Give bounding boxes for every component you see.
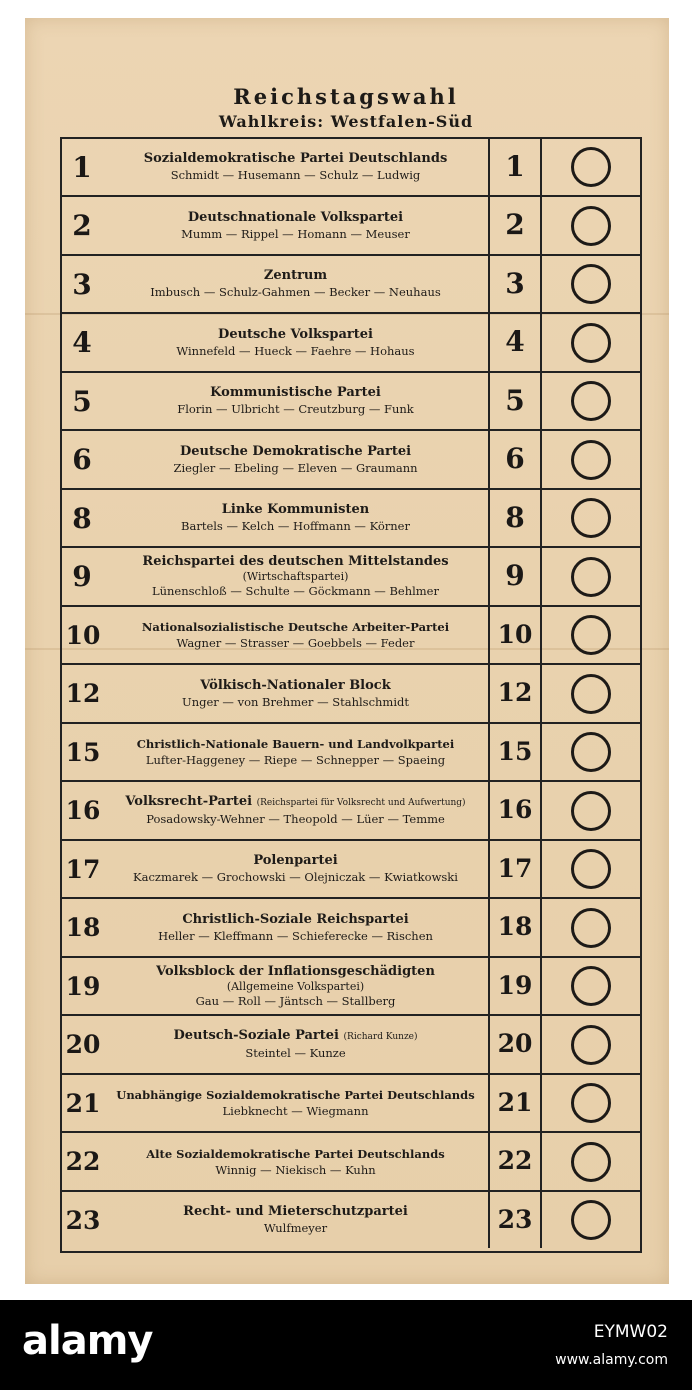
party-name: Reichspartei des deutschen Mittelstandes [142, 554, 449, 569]
list-number-repeat: 19 [488, 956, 542, 1014]
party-cell [104, 256, 487, 312]
list-number: 9 [72, 560, 92, 593]
vote-circle[interactable] [571, 381, 611, 421]
vote-circle[interactable] [571, 264, 611, 304]
party-cell [104, 1075, 487, 1131]
list-number: 4 [72, 326, 92, 359]
vote-cell [542, 1075, 640, 1131]
ballot-row [62, 432, 640, 490]
ballot-row [62, 958, 640, 1016]
list-number: 1 [72, 150, 92, 184]
party-name-line [182, 912, 408, 928]
list-number-repeat: 22 [488, 1132, 542, 1190]
vote-cell [542, 841, 640, 897]
party-cell [104, 373, 487, 429]
vote-cell [542, 1192, 640, 1248]
ballot-row [62, 1017, 640, 1075]
vote-circle[interactable] [571, 440, 611, 480]
ballot-row [62, 256, 640, 314]
party-subtitle: (Allgemeine Volkspartei) [226, 979, 365, 993]
party-name-line [142, 619, 449, 635]
list-number: 3 [72, 267, 92, 301]
list-number-repeat: 17 [488, 839, 542, 897]
ballot-row [62, 841, 640, 899]
party-name-line [253, 853, 337, 869]
list-number-repeat: 3 [488, 254, 542, 312]
ballot-subtitle: Wahlkreis: Westfalen-Süd [218, 112, 474, 131]
list-number-repeat: 1 [488, 137, 542, 195]
list-number-repeat: 9 [488, 547, 542, 605]
party-cell [104, 315, 487, 371]
vote-circle[interactable] [571, 147, 611, 187]
list-number: 10 [65, 620, 101, 650]
candidate-names: Kaczmarek — Grochowski — Olejniczak — Kwiatkowski [133, 870, 458, 884]
vote-cell [542, 490, 640, 546]
ballot-row [62, 490, 640, 548]
ballot-row [62, 198, 640, 256]
list-number: 5 [72, 384, 92, 418]
party-name: Völkisch-Nationaler Block [200, 677, 391, 693]
party-name: Kommunistische Partei [210, 385, 381, 400]
list-number-repeat: 4 [488, 313, 542, 371]
party-name-line [188, 210, 403, 226]
list-number-repeat: 21 [488, 1073, 542, 1131]
candidate-names: Mumm — Rippel — Homann — Meuser [181, 226, 410, 241]
candidate-names: Imbusch — Schulz-Gahmen — Becker — Neuhaus [150, 285, 441, 299]
list-number-repeat: 15 [488, 722, 542, 780]
party-name-line [180, 444, 411, 460]
ballot-row [62, 315, 640, 373]
ballot-title: Reichstagswahl [233, 84, 459, 109]
party-cell [104, 783, 487, 839]
candidate-names: Winnefeld — Hueck — Faehre — Hohaus [176, 343, 415, 358]
stock-url: www.alamy.com [555, 1352, 668, 1368]
party-name: Linke Kommunisten [221, 502, 370, 517]
party-cell [104, 490, 487, 546]
party-name-line [218, 327, 373, 343]
vote-cell [542, 198, 640, 254]
candidate-names: Heller — Kleffmann — Schieferecke — Rischen [158, 928, 433, 943]
party-cell [104, 724, 487, 780]
list-number-repeat: 20 [488, 1015, 542, 1073]
ballot-row [62, 1134, 640, 1192]
party-cell [104, 139, 487, 195]
vote-cell [542, 607, 640, 663]
vote-cell [542, 1017, 640, 1073]
vote-circle[interactable] [571, 908, 611, 948]
list-number-repeat: 12 [488, 664, 542, 722]
candidate-names: Lünenschloß — Schulte — Göckmann — Behlmer [151, 584, 439, 598]
ballot-row [62, 373, 640, 431]
footer-bar [0, 1300, 692, 1390]
list-number: 17 [65, 854, 101, 884]
ballot-row [62, 607, 640, 665]
list-number: 23 [65, 1205, 101, 1235]
list-number: 2 [72, 209, 92, 242]
party-name-line [146, 1146, 444, 1162]
list-number-repeat: 23 [488, 1190, 542, 1248]
list-number-repeat: 2 [488, 196, 542, 254]
vote-cell [542, 139, 640, 195]
party-name-line [200, 678, 390, 694]
candidate-names: Gau — Roll — Jäntsch — Stallberg [195, 993, 396, 1008]
vote-circle[interactable] [571, 206, 611, 246]
ballot-row [62, 139, 640, 197]
party-name-line [183, 1204, 408, 1220]
ballot-row [62, 1192, 640, 1250]
vote-cell [542, 783, 640, 839]
vote-circle[interactable] [571, 1200, 611, 1240]
party-name: Recht- und Mieterschutzpartei [183, 1204, 408, 1219]
party-name: Nationalsozialistische Deutsche Arbeiter-Partei [141, 620, 450, 634]
party-note: (Reichspartei für Volksrecht und Aufwertung) [256, 798, 466, 808]
party-name: Deutschnationale Volkspartei [187, 209, 404, 225]
party-name-line [137, 736, 454, 752]
image-id: EYMW02 [593, 1322, 668, 1342]
party-name: Deutsche Demokratische Partei [179, 443, 412, 459]
candidate-names: Winnig — Niekisch — Kuhn [215, 1162, 376, 1177]
vote-cell [542, 549, 640, 605]
ballot-row [62, 783, 640, 841]
candidate-names: Unger — von Brehmer — Stahlschmidt [182, 694, 409, 709]
vote-cell [542, 373, 640, 429]
party-name: Unabhängige Sozialdemokratische Partei Deutschlands [116, 1088, 475, 1102]
party-cell [104, 900, 487, 956]
vote-cell [542, 256, 640, 312]
party-name-line [142, 554, 448, 570]
vote-cell [542, 315, 640, 371]
party-name-line [210, 385, 381, 401]
list-number: 16 [65, 796, 101, 825]
candidate-names: Posadowsky-Wehner — Theopold — Lüer — Temme [146, 812, 445, 826]
vote-circle[interactable] [571, 674, 611, 714]
party-name: Deutsch-Soziale Partei [173, 1028, 339, 1043]
party-name: Deutsche Volkspartei [218, 326, 373, 342]
party-name: Zentrum [263, 268, 328, 283]
party-name-line [116, 1087, 474, 1103]
list-number: 12 [65, 679, 101, 708]
candidate-names: Steintel — Kunze [245, 1046, 346, 1060]
vote-circle[interactable] [571, 557, 611, 597]
vote-cell [542, 900, 640, 956]
list-number: 21 [65, 1088, 101, 1118]
ballot-row [62, 900, 640, 958]
party-name: Christlich-Soziale Reichspartei [182, 911, 409, 927]
ballot-row [62, 549, 640, 607]
list-number: 18 [65, 913, 101, 942]
list-number-repeat: 8 [488, 488, 542, 546]
party-subtitle: (Wirtschaftspartei) [242, 570, 349, 583]
party-cell [104, 841, 487, 897]
party-note: (Richard Kunze) [343, 1032, 418, 1042]
list-number-repeat: 10 [488, 605, 542, 663]
list-number: 8 [72, 501, 92, 535]
party-cell [104, 198, 487, 254]
vote-circle[interactable] [571, 498, 611, 538]
party-name-line [173, 1028, 417, 1045]
party-cell [104, 958, 487, 1014]
vote-cell [542, 666, 640, 722]
candidate-names: Bartels — Kelch — Hoffmann — Körner [181, 519, 410, 533]
party-cell [104, 1017, 487, 1073]
candidate-names: Ziegler — Ebeling — Eleven — Graumann [173, 460, 418, 475]
vote-circle[interactable] [571, 966, 611, 1006]
party-name-line [125, 794, 465, 811]
candidate-names: Liebknecht — Wiegmann [222, 1104, 369, 1118]
list-number: 22 [65, 1147, 101, 1176]
party-cell [104, 1134, 487, 1190]
party-name: Christlich-Nationale Bauern- und Landvolkpartei [136, 737, 455, 751]
party-name: Polenpartei [253, 853, 338, 868]
party-cell [104, 666, 487, 722]
vote-circle[interactable] [571, 1025, 611, 1065]
candidate-names: Florin — Ulbricht — Creutzburg — Funk [177, 402, 414, 416]
candidate-names: Schmidt — Husemann — Schulz — Ludwig [170, 168, 421, 182]
ballot-row [62, 724, 640, 782]
party-name-line [264, 268, 327, 284]
list-number: 15 [65, 737, 101, 767]
list-number-repeat: 18 [488, 898, 542, 956]
list-number: 6 [72, 443, 92, 476]
vote-circle[interactable] [571, 615, 611, 655]
list-number: 19 [65, 971, 101, 1001]
list-number: 20 [65, 1030, 101, 1059]
ballot-table [60, 137, 642, 1253]
list-number-repeat: 6 [488, 430, 542, 488]
vote-circle[interactable] [571, 791, 611, 831]
ballot-row [62, 1075, 640, 1133]
party-name: Alte Sozialdemokratische Partei Deutschlands [146, 1146, 445, 1161]
vote-cell [542, 724, 640, 780]
party-cell [104, 1192, 487, 1248]
vote-circle[interactable] [571, 323, 611, 363]
vote-circle[interactable] [571, 732, 611, 772]
party-name: Volksblock der Inflationsgeschädigten [156, 963, 435, 979]
vote-circle[interactable] [571, 1083, 611, 1123]
vote-cell [542, 958, 640, 1014]
list-number-repeat: 5 [488, 371, 542, 429]
party-cell [104, 607, 487, 663]
candidate-names: Wulfmeyer [263, 1221, 328, 1235]
list-number-repeat: 16 [488, 781, 542, 839]
stock-logo: alamy [22, 1318, 153, 1364]
vote-cell [542, 432, 640, 488]
party-name: Sozialdemokratische Partei Deutschlands [143, 151, 448, 166]
candidate-names: Wagner — Strasser — Goebbels — Feder [176, 636, 415, 650]
party-name: Volksrecht-Partei [125, 794, 253, 809]
party-cell [104, 432, 487, 488]
vote-cell [542, 1134, 640, 1190]
party-cell [104, 549, 487, 605]
ballot-row [62, 666, 640, 724]
party-name-line [156, 964, 435, 980]
party-name-line [222, 502, 369, 518]
candidate-names: Lufter-Haggeney — Riepe — Schnepper — Spaeing [145, 753, 446, 767]
party-name-line [144, 151, 448, 167]
vote-circle[interactable] [571, 1142, 611, 1182]
vote-circle[interactable] [571, 849, 611, 889]
